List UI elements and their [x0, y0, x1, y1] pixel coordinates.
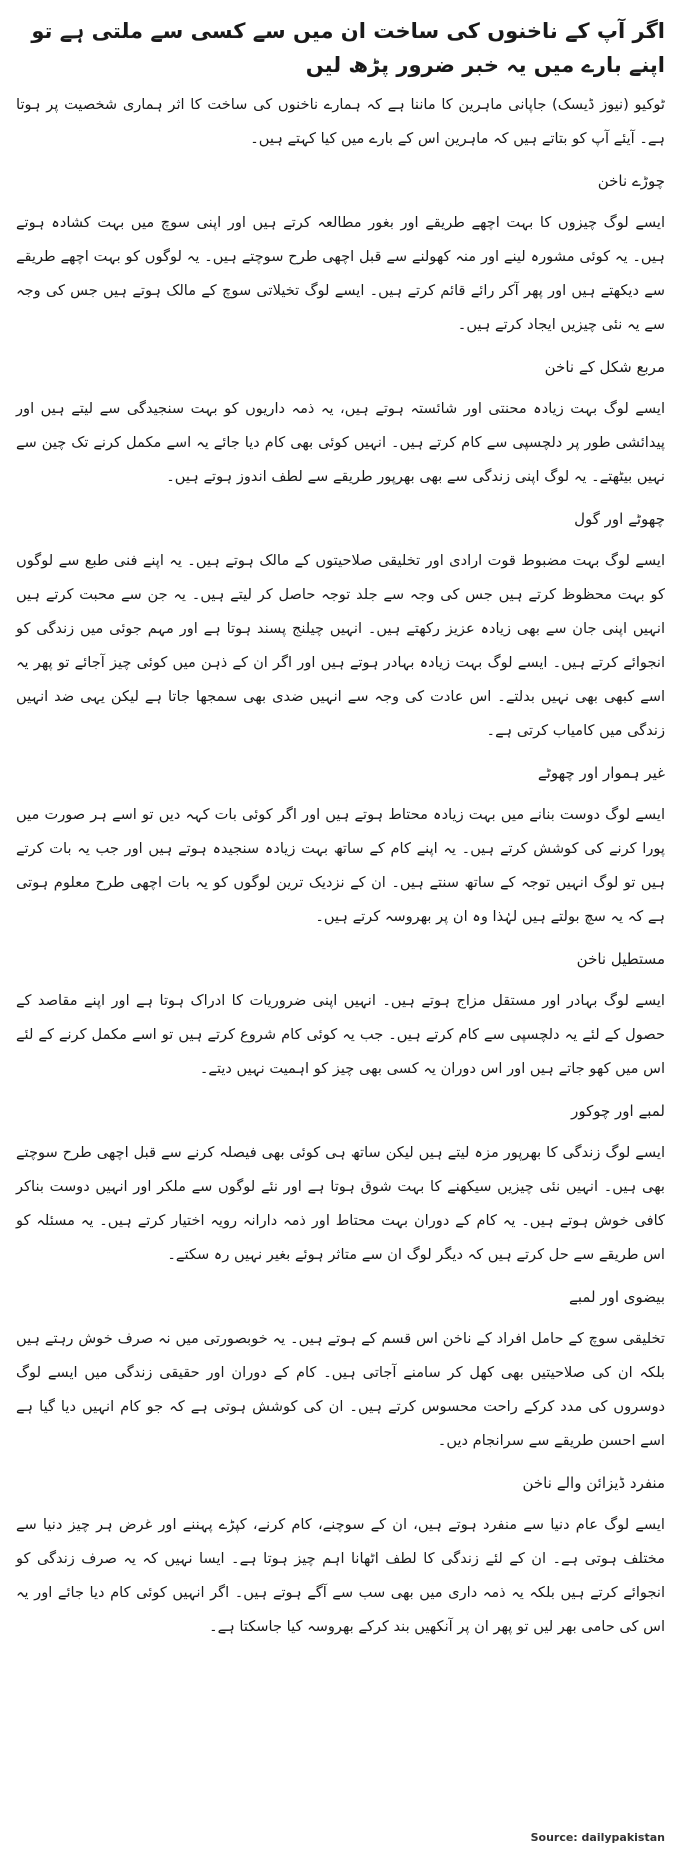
section-title-square-nails: مربع شکل کے ناخن — [544, 358, 665, 376]
source-credit: Source: dailypakistan — [530, 1831, 665, 1844]
section-title-short-round-nails: چھوٹے اور گول — [574, 510, 665, 528]
section-body-uneven-short-nails: ایسے لوگ دوست بنانے میں بہت زیادہ محتاط ہوتے ہیں اور اگر کوئی بات کہہ دیں تو اسے ہر صورت میں پورا کرنے کی کوشش کرتے ہیں۔ یہ اپنے کام کے ساتھ بہت زیادہ سنجیدہ ہوتے ہیں اور جب یہ بات کرتے ہیں تو لوگ انہیں توجہ کے ساتھ سنتے ہیں۔ ان کے نزدیک ترین لوگوں کو یہ بات اچھی طرح معلوم ہوتی ہے کہ یہ سچ بولتے ہیں لہٰذا وہ ان پر بھروسہ کرتے ہیں۔ — [16, 806, 665, 925]
section-title-rectangular-nails: مستطیل ناخن — [576, 950, 665, 968]
section-title-wide-nails: چوڑے ناخن — [597, 172, 665, 190]
section-body-rectangular-nails: ایسے لوگ بہادر اور مستقل مزاج ہوتے ہیں۔ انہیں اپنی ضروریات کا ادراک ہوتا ہے اور اپنے مقاصد کے حصول کے لئے یہ دلچسپی سے کام کرتے ہیں۔ جب یہ کوئی کام شروع کرتے ہیں تو اسے مکمل کرنے کے لئے اس میں کھو جاتے ہیں اور اس دوران یہ کسی بھی چیز کو اہمیت نہیں دیتے۔ — [16, 992, 665, 1077]
section-title-unique-design-nails: منفرد ڈیزائن والے ناخن — [522, 1474, 665, 1492]
section-body-oval-long-nails: تخلیقی سوچ کے حامل افراد کے ناخن اس قسم کے ہوتے ہیں۔ یہ خوبصورتی میں نہ صرف خوش رہتے ہیں بلکہ ان کی صلاحیتیں بھی کھل کر سامنے آجاتی ہیں۔ کام کے دوران اور حقیقی زندگی میں ایسے لوگ دوسروں کی مدد کرکے راحت محسوس کرتے ہیں۔ ان کی کوشش ہوتی ہے کہ جو کام انہیں دیا گیا ہے اسے احسن طریقے سے سرانجام دیں۔ — [16, 1330, 665, 1449]
section-body-unique-design-nails: ایسے لوگ عام دنیا سے منفرد ہوتے ہیں، ان کے سوچنے، کام کرنے، کپڑے پہننے اور غرض ہر چیز دنیا سے مختلف ہوتی ہے۔ ان کے لئے زندگی کا لطف اٹھانا اہم چیز ہوتا ہے۔ ایسا نہیں کہ یہ صرف زندگی کو انجوائے کرتے ہیں بلکہ یہ ذمہ داری میں بھی سب سے آگے ہوتے ہیں۔ اگر انہیں کوئی کام دیا جائے اور یہ اس کی حامی بھر لیں تو پھر ان پر آنکھیں بند کرکے بھروسہ کیا جاسکتا ہے۔ — [16, 1516, 665, 1635]
section-title-long-square-nails: لمبے اور چوکور — [571, 1102, 665, 1120]
article-intro: ٹوکیو (نیوز ڈیسک) جاپانی ماہرین کا ماننا ہے کہ ہمارے ناخنوں کی ساخت کا اثر ہماری شخصیت پر ہوتا ہے۔ آیئے آپ کو بتاتے ہیں کہ ماہرین اس کے بارے میں کیا کہتے ہیں۔ — [16, 96, 665, 147]
section-title-uneven-short-nails: غیر ہموار اور چھوٹے — [537, 764, 665, 782]
section-body-square-nails: ایسے لوگ بہت زیادہ محنتی اور شائستہ ہوتے ہیں، یہ ذمہ داریوں کو بہت سنجیدگی سے لیتے ہیں اور پیدائشی طور پر دلچسپی سے کام کرتے ہیں۔ انہیں کوئی بھی کام دیا جائے یہ اسے مکمل کرنے تک چین سے نہیں بیٹھتے۔ یہ لوگ اپنی زندگی سے بھی بھرپور طریقے سے لطف اندوز ہوتے ہیں۔ — [16, 400, 665, 485]
section-body-short-round-nails: ایسے لوگ بہت مضبوط قوت ارادی اور تخلیقی صلاحیتوں کے مالک ہوتے ہیں۔ یہ اپنے فنی طبع سے لوگوں کو بہت محظوظ کرتے ہیں جس کی وجہ سے جلد توجہ حاصل کر لیتے ہیں۔ یہ جن سے محبت کرتے ہیں انہیں اپنی جان سے بھی زیادہ عزیز رکھتے ہیں۔ انہیں چیلنج پسند ہوتا ہے اور مہم جوئی میں زندگی کو انجوائے کرتے ہیں۔ ایسے لوگ بہت زیادہ بہادر ہوتے ہیں اور اگر ان کے ذہن میں کوئی چیز آجائے تو پھر یہ اسے کبھی بھی نہیں بدلتے۔ اس عادت کی وجہ سے انہیں ضدی بھی سمجھا جاتا ہے لیکن یہی ضد انہیں زندگی میں کامیاب کرتی ہے۔ — [16, 552, 665, 739]
section-body-wide-nails: ایسے لوگ چیزوں کا بہت اچھے طریقے اور بغور مطالعہ کرتے ہیں اور اپنی سوچ میں بہت کشادہ ہوتے ہیں۔ یہ کوئی مشورہ لینے اور منہ کھولنے سے قبل اچھی طرح سوچتے ہیں۔ یہ لوگوں کو بہت اچھے طریقے سے دیکھتے ہیں اور پھر آکر رائے قائم کرتے ہیں۔ ایسے لوگ تخیلاتی سوچ کے مالک ہوتے ہیں جس کی وجہ سے یہ نئی چیزیں ایجاد کرتے ہیں۔ — [16, 214, 665, 333]
section-title-oval-long-nails: بیضوی اور لمبے — [569, 1288, 665, 1306]
article-headline: اگر آپ کے ناخنوں کی ساخت ان میں سے کسی سے ملتی ہے تو اپنے بارے میں یہ خبر ضرور پڑھ لیں — [31, 19, 665, 77]
section-body-long-square-nails: ایسے لوگ زندگی کا بھرپور مزہ لیتے ہیں لیکن ساتھ ہی کوئی بھی فیصلہ کرنے سے قبل اچھی طرح سوچتے بھی ہیں۔ انہیں نئی چیزیں سیکھنے کا بہت شوق ہوتا ہے اور نئے لوگوں سے ملکر اور انہیں دوست بناکر کافی خوش ہوتے ہیں۔ یہ کام کے دوران بہت محتاط اور ذمہ دارانہ رویہ اختیار کرتے ہیں۔ یہ مسئلہ کو اس طریقے سے حل کرتے ہیں کہ دیگر لوگ ان سے متاثر ہوئے بغیر نہیں رہ سکتے۔ — [16, 1144, 665, 1263]
